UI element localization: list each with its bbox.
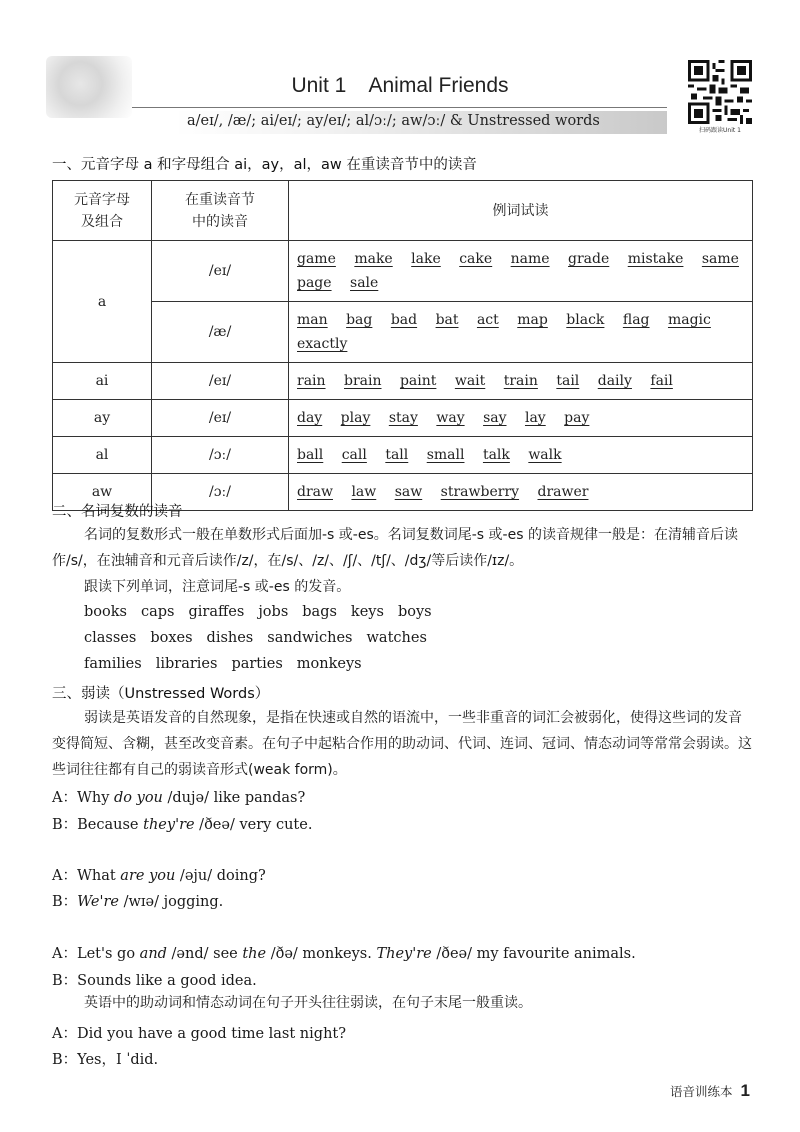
word-line <box>84 630 441 646</box>
word-line <box>84 604 446 620</box>
section2-instruction: 跟读下列单词，注意词尾-s 或-es 的发音。 <box>84 579 351 595</box>
unit-sound-list: a/eɪ/, /æ/; ai/eɪ/; ay/eɪ/; al/ɔː/; aw/ɔː/ & Unstressed words <box>187 113 600 129</box>
word: libraries <box>155 656 218 672</box>
letter-cell: ai <box>53 363 152 400</box>
phonics-table <box>52 180 753 511</box>
word-line <box>84 656 376 672</box>
col-header-sound: 在重读音节 中的读音 <box>152 181 289 241</box>
dialogue-line: B：Yes，I ˈdid. <box>52 1052 159 1068</box>
example-word: make <box>354 251 393 267</box>
col-header-examples: 例词试读 <box>289 181 753 241</box>
dialogue-line: A：Did you have a good time last night? <box>52 1026 347 1042</box>
example-word: page <box>297 275 332 291</box>
word: bags <box>302 604 337 620</box>
section3-paragraph: 弱读是英语发音的自然现象，是指在快速或自然的语流中，一些非重音的词汇会被弱化，使得这些词的发音变得简短、含糊，甚至改变音素。在句子中起粘合作用的助动词、代词、连词、冠词、情态动词等常常会弱读。这些词往往都有自己的弱读音形式(weak form)。 <box>52 710 752 778</box>
example-words-cell: draw law saw strawberry drawer <box>289 474 753 511</box>
page-footer <box>670 1081 750 1101</box>
word: boys <box>397 604 432 620</box>
qr-code-icon[interactable] <box>688 60 752 124</box>
table-row <box>53 363 753 400</box>
example-word: mistake <box>627 251 684 267</box>
example-words-cell: day play stay way say lay pay <box>289 400 753 437</box>
section2-paragraph: 名词的复数形式一般在单数形式后面加-s 或-es。名词复数词尾-s 或-es 的读音规律一般是：在清辅音后读作/s/，在浊辅音和元音后读作/z/，在/s/、/z/、/ʃ/、/tʃ/、/dʒ/等后读作/ɪz/。 <box>52 527 738 569</box>
letter-cell: ay <box>53 400 152 437</box>
letter-cell: al <box>53 437 152 474</box>
word: dishes <box>206 630 254 646</box>
sound-cell: /eɪ/ <box>152 241 289 302</box>
table-row <box>53 302 753 363</box>
qr-caption: 扫码跟读Unit 1 <box>699 127 741 134</box>
word: watches <box>366 630 427 646</box>
section1-heading: 一、元音字母 a 和字母组合 ai，ay，al，aw 在重读音节中的读音 <box>52 157 477 173</box>
sound-cell: /eɪ/ <box>152 400 289 437</box>
letter-cell: a <box>53 241 152 363</box>
section3-heading: 三、弱读（Unstressed Words） <box>52 686 270 702</box>
example-words-cell: man bag bad bat act map black flag magic exactly <box>289 302 753 363</box>
col-header-letter: 元音字母 及组合 <box>53 181 152 241</box>
sound-cell: /ɔː/ <box>152 474 289 511</box>
example-words-cell <box>289 241 753 302</box>
unit-title: Unit 1 Animal Friends <box>291 74 509 97</box>
example-word: name <box>510 251 550 267</box>
dialogue-line: B：Because they're /ðeə/ very cute. <box>52 817 313 833</box>
table-header-row <box>53 181 753 241</box>
section3-note: 英语中的助动词和情态动词在句子开头往往弱读，在句子末尾一般重读。 <box>84 995 532 1011</box>
example-word: game <box>297 251 336 267</box>
section2-heading: 二、名词复数的读音 <box>52 504 183 520</box>
example-words-cell: ball call tall small talk walk <box>289 437 753 474</box>
word: parties <box>231 656 283 672</box>
table-row <box>53 400 753 437</box>
sound-cell: /eɪ/ <box>152 363 289 400</box>
dialogue-line: A：Why do you /dujə/ like pandas? <box>52 790 306 806</box>
page-number: 1 <box>740 1081 750 1100</box>
word: caps <box>140 604 175 620</box>
dialogue-line: B：We're /wɪə/ jogging. <box>52 894 224 910</box>
sound-cell: /ɔː/ <box>152 437 289 474</box>
sound-cell: /æ/ <box>152 302 289 363</box>
word: boxes <box>150 630 193 646</box>
word: monkeys <box>296 656 362 672</box>
book-label: 语音训练本 <box>670 1084 733 1099</box>
dialogue-line: A：Let's go and /ənd/ see the /ðə/ monkeys. They're /ðeə/ my favourite animals. <box>52 946 636 962</box>
word: sandwiches <box>267 630 353 646</box>
word: jobs <box>258 604 289 620</box>
dialogue-line: A：What are you /əju/ doing? <box>52 868 266 884</box>
example-word: lake <box>411 251 441 267</box>
word: classes <box>84 630 137 646</box>
word: books <box>84 604 127 620</box>
example-word: sale <box>350 275 379 291</box>
word: keys <box>350 604 384 620</box>
word: giraffes <box>188 604 245 620</box>
example-word: grade <box>568 251 610 267</box>
header-rule <box>132 107 667 108</box>
word: families <box>84 656 142 672</box>
dialogue-line: B：Sounds like a good idea. <box>52 973 257 989</box>
letter-cell: aw <box>53 474 152 511</box>
table-row <box>53 241 753 302</box>
example-word: cake <box>459 251 493 267</box>
example-words-cell: rain brain paint wait train tail daily fail <box>289 363 753 400</box>
table-row <box>53 437 753 474</box>
example-word: same <box>701 251 739 267</box>
